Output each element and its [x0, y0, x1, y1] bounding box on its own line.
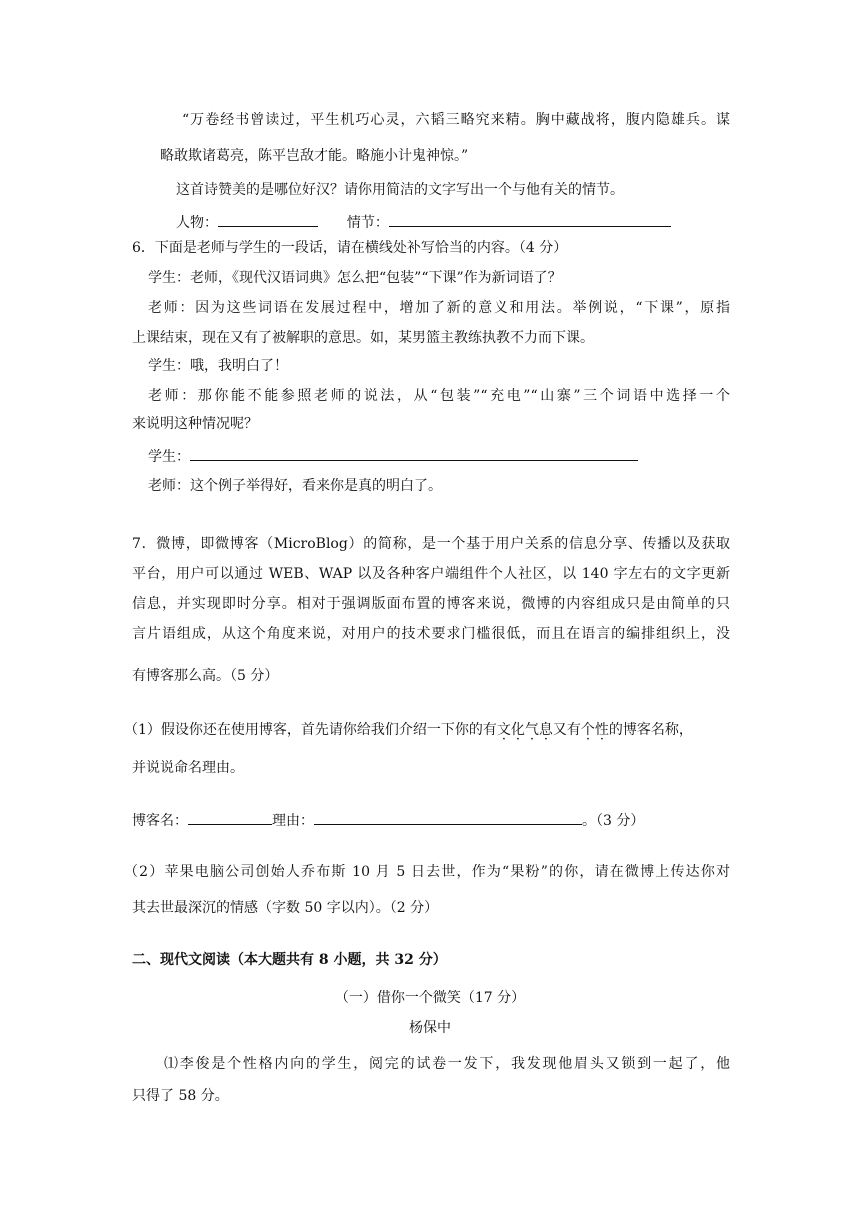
q6-title: 6．下面是老师与学生的一段话，请在横线处补写恰当的内容。（4 分） — [132, 240, 568, 256]
poem-question: 这首诗赞美的是哪位好汉？请你用简洁的文字写出一个与他有关的情节。 — [176, 182, 624, 198]
blog-name-label: 博客名： — [132, 813, 188, 829]
q7-line-1: 7．微博，即微博客（MicroBlog）的简称，是一个基于用户关系的信息分享、传播以及获取 — [132, 536, 730, 552]
article-title: （一）借你一个微笑（17 分） — [334, 990, 526, 1006]
q6-student-2: 学生：哦，我明白了！ — [148, 358, 288, 374]
article-para-1-line-1: ⑴李俊是个性格内向的学生，阅完的试卷一发下，我发现他眉头又锁到一起了，他 — [164, 1056, 730, 1072]
q7-line-3: 信息，并实现即时分享。相对于强调版面布置的博客来说，微博的内容组成只是由简单的只 — [132, 596, 730, 612]
person-label: 人物： — [176, 215, 218, 231]
q6-teacher-1-line-1: 老师：因为这些词语在发展过程中，增加了新的意义和用法。举例说，“下课”，原指 — [148, 300, 730, 316]
q6-student-3-label: 学生： — [148, 449, 190, 465]
q7-line-2: 平台，用户可以通过 WEB、WAP 以及各种客户端组件个人社区，以 140 字左右的文字更新 — [132, 566, 730, 582]
plot-blank[interactable] — [389, 212, 671, 227]
blog-answer-row — [132, 810, 644, 831]
q6-teacher-1-line-2: 上课结束，现在又有了被解职的意思。如，某男篮主教练执教不力而下课。 — [132, 330, 594, 346]
blog-score: 。（3 分） — [582, 813, 645, 829]
q6-teacher-2-line-1: 老师：那你能不能参照老师的说法，从“包装”“充电”“山寨”三个词语中选择一个 — [148, 388, 730, 404]
blog-name-blank[interactable] — [188, 810, 272, 825]
article-author: 杨保中 — [409, 1020, 451, 1036]
q7-line-5: 有博客那么高。（5 分） — [132, 668, 279, 684]
article-para-1-line-2: 只得了 58 分。 — [132, 1088, 229, 1104]
dotted-emphasis-personality: 个性 — [580, 722, 609, 738]
person-blank[interactable] — [218, 212, 318, 227]
poem-answer-row — [176, 212, 671, 233]
q7-line-4: 言片语组成，从这个角度来说，对用户的技术要求门槛很低，而且在语言的编排组织上，没 — [132, 626, 730, 642]
q7-part2-line-2: 其去世最深沉的情感（字数 50 字以内）。（2 分） — [132, 900, 439, 916]
plot-label: 情节： — [346, 215, 389, 231]
q7-part1-line-1: （1）假设你还在使用博客，首先请你给我们介绍一下你的有文化气息又有个性的博客名称， — [124, 722, 693, 738]
q6-teacher-2-line-2: 来说明这种情况呢？ — [132, 416, 258, 432]
reason-blank[interactable] — [314, 810, 582, 825]
reason-label: 理由： — [272, 813, 314, 829]
q6-teacher-3: 老师：这个例子举得好，看来你是真的明白了。 — [148, 478, 442, 494]
q6-student-1: 学生：老师，《现代汉语词典》怎么把“包装”“下课”作为新词语了？ — [148, 270, 562, 286]
q6-student-3-row — [148, 446, 638, 467]
q7-part2-line-1: （2）苹果电脑公司创始人乔布斯 10 月 5 日去世，作为“果粉”的你，请在微博上传达你对 — [124, 864, 730, 880]
poem-line-2: 略敢欺诸葛亮，陈平岂敌才能。略施小计鬼神惊。” — [160, 148, 469, 164]
q7-part1-line-2: 并说说命名理由。 — [132, 760, 244, 776]
dotted-emphasis-culture: 文化气息 — [496, 722, 553, 738]
section-heading: 二、现代文阅读（本大题共有 8 小题，共 32 分） — [132, 952, 447, 968]
q6-student-answer-blank[interactable] — [190, 446, 638, 461]
poem-line-1: “万卷经书曾读过，平生机巧心灵，六韬三略究来精。胸中藏战将，腹内隐雄兵。谋 — [182, 112, 730, 128]
